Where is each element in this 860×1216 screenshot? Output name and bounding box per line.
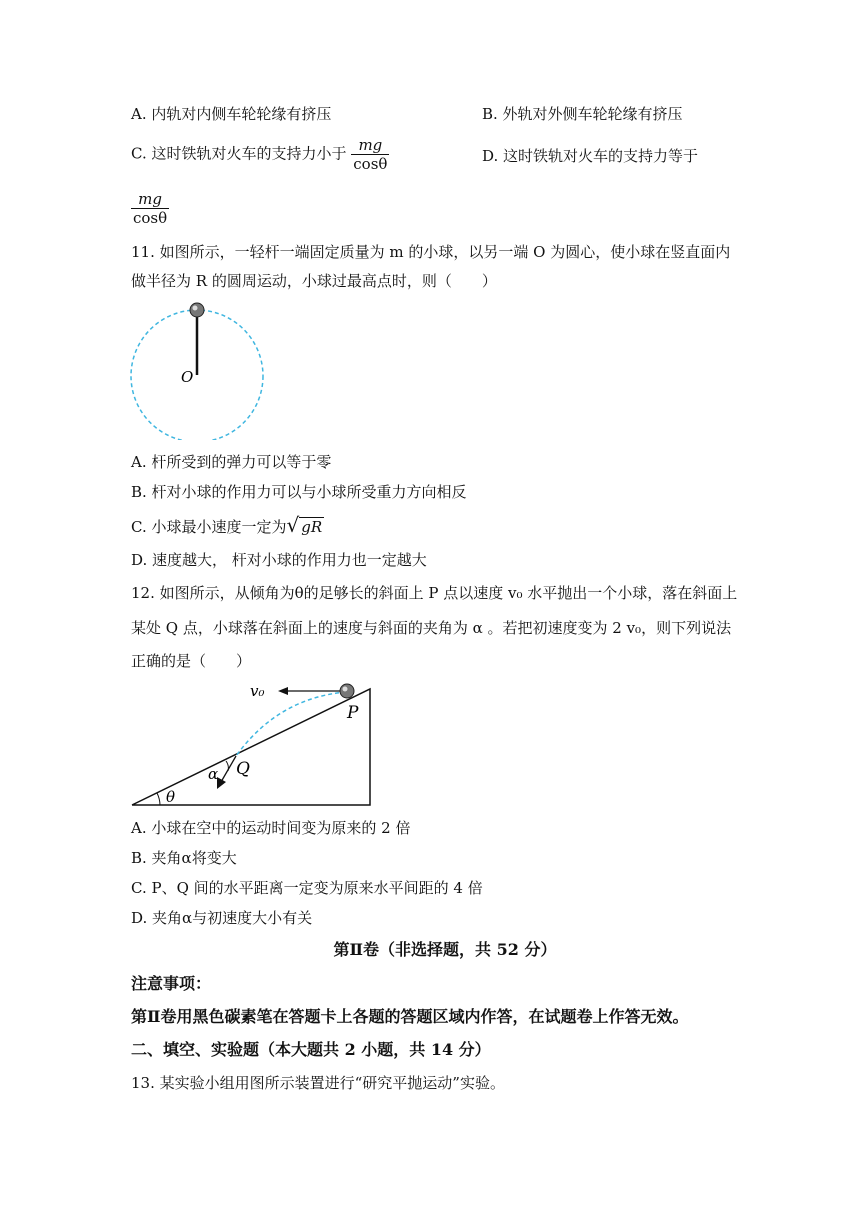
point-q-label: Q (236, 759, 250, 779)
theta-arc (157, 793, 160, 805)
q11-option-c-text: C. 小球最小速度一定为 (131, 518, 287, 536)
theta-label: θ (166, 788, 176, 806)
v0-label: v₀ (250, 682, 265, 700)
q12-figure (128, 676, 378, 814)
q12-option-c: C. P、Q 间的水平距离一定变为原来水平间距的 4 倍 (131, 879, 483, 897)
q10-option-a: A. 内轨对内侧车轮轮缘有挤压 (131, 105, 332, 123)
q12-stem-line2: 某处 Q 点，小球落在斜面上的速度与斜面的夹角为 α 。若把初速度变为 2 v₀，则下列说法 (131, 619, 732, 637)
q10-option-d: D. 这时铁轨对火车的支持力等于 (482, 147, 699, 165)
q11-option-d: D. 速度越大， 杆对小球的作用力也一定越大 (131, 551, 427, 569)
sqrt-radicand: gR (301, 518, 323, 536)
fraction-denominator: cosθ (133, 209, 168, 227)
fraction-numerator: mg (358, 136, 383, 154)
landing-velocity-arrowhead (217, 777, 226, 789)
v0-arrowhead (278, 687, 288, 695)
alpha-arc (226, 761, 228, 771)
q12-stem-line3: 正确的是（ ） (131, 652, 252, 670)
q11-option-b: B. 杆对小球的作用力可以与小球所受重力方向相反 (131, 483, 467, 501)
q10-option-d-fraction (131, 190, 169, 227)
notice-heading: 注意事项： (131, 974, 212, 993)
q12-option-a: A. 小球在空中的运动时间变为原来的 2 倍 (131, 819, 411, 837)
part-2-heading: 二、填空、实验题（本大题共 2 小题，共 14 分） (131, 1040, 491, 1059)
q11-option-a: A. 杆所受到的弹力可以等于零 (131, 453, 332, 471)
q11-option-c (131, 512, 324, 540)
center-label-o: O (181, 368, 194, 386)
q11-stem-line1: 11. 如图所示，一轻杆一端固定质量为 m 的小球，以另一端 O 为圆心，使小球在竖直面内 (131, 243, 731, 261)
projectile-ball (340, 684, 354, 698)
alpha-label: α (208, 765, 219, 783)
sqrt-sign: √ (286, 513, 300, 537)
q12-option-b: B. 夹角α将变大 (131, 849, 237, 867)
q12-option-d: D. 夹角α与初速度大小有关 (131, 909, 313, 927)
q12-stem-line1: 12. 如图所示，从倾角为θ的足够长的斜面上 P 点以速度 v₀ 水平抛出一个小球，落在斜面上 (131, 584, 738, 602)
fraction-denominator: cosθ (353, 155, 388, 173)
fraction-numerator: mg (138, 190, 162, 208)
section-2-title: 第Ⅱ卷（非选择题，共 52 分） (333, 940, 557, 959)
small-ball (190, 303, 204, 317)
q10-option-c (131, 136, 389, 173)
q13-stem: 13. 某实验小组用图所示装置进行“研究平抛运动”实验。 (131, 1074, 505, 1092)
point-p-label: P (347, 703, 359, 723)
notice-text: 第Ⅱ卷用黑色碳素笔在答题卡上各题的答题区域内作答，在试题卷上作答无效。 (131, 1007, 689, 1026)
q11-figure (128, 298, 268, 440)
ball-highlight (193, 306, 198, 311)
ball-highlight (343, 687, 348, 692)
q10-option-b: B. 外轨对外侧车轮轮缘有挤压 (482, 105, 683, 123)
q11-stem-line2: 做半径为 R 的圆周运动，小球过最高点时，则（ ） (131, 272, 497, 290)
q10-option-c-text: C. 这时铁轨对火车的支持力小于 (131, 144, 347, 163)
q10-option-c-fraction (351, 136, 389, 173)
